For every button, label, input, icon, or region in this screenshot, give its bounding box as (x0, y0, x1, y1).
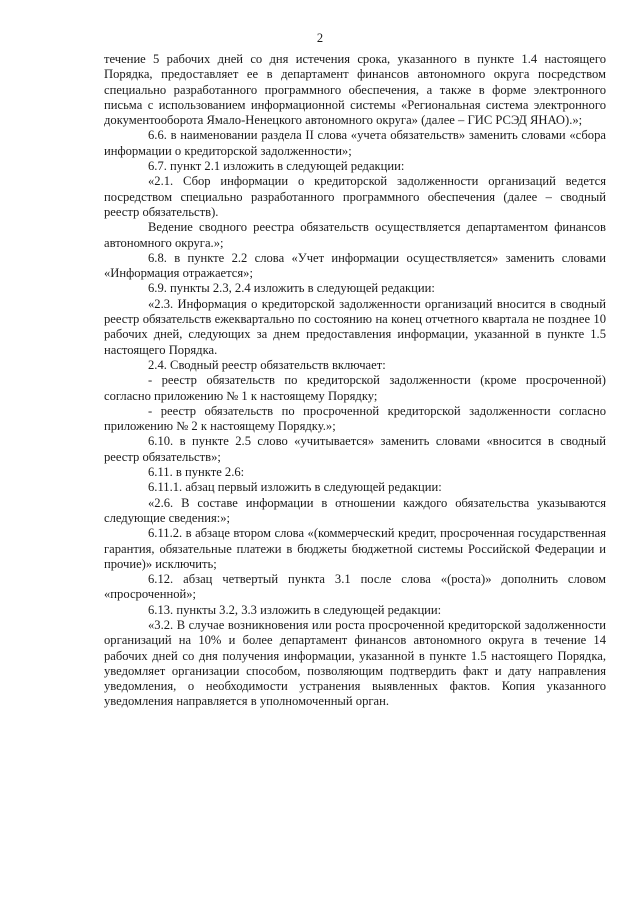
paragraph-quote-2-6: «2.6. В составе информации в отношении каждого обязательства указываются следующие сведения:»; (104, 495, 606, 525)
document-body (104, 52, 606, 710)
paragraph-quote-2-4: 2.4. Сводный реестр обязательств включает: (148, 357, 386, 372)
paragraph-list-item-2: - реестр обязательств по просроченной кредиторской задолженности согласно приложению № 2 к настоящему Порядку.»; (104, 403, 606, 434)
page-number: 2 (316, 31, 324, 45)
paragraph-item-6-9: 6.9. пункты 2.3, 2.4 изложить в следующей редакции: (148, 281, 435, 296)
paragraph-item-6-6: 6.6. в наименовании раздела II слова «учета обязательств» заменить словами «сбора информации о кредиторской задолженности»; (104, 128, 606, 158)
paragraph-item-6-11-1: 6.11.1. абзац первый изложить в следующей редакции: (148, 480, 442, 495)
paragraph-quote-2-1: «2.1. Сбор информации о кредиторской задолженности организаций ведется посредством специально разработанного программного обеспечения (далее – сводный реестр обязательств). (104, 174, 606, 219)
paragraph-list-item-1: - реестр обязательств по кредиторской задолженности (кроме просроченной) согласно приложению № 1 к настоящему Порядку; (104, 373, 606, 403)
paragraph-item-6-11: 6.11. в пункте 2.6: (148, 465, 245, 480)
paragraph-continuation: течение 5 рабочих дней со дня истечения срока, указанного в пункте 1.4 настоящего Порядка, предоставляет ее в департамент финансов автономного округа посредством специально разработанного программного обеспечения, а также в форме электронного письма с использованием информационной системы «Региональная система электронного документооборота Ямало-Ненецкого автономного округа» (далее – ГИС РСЭД ЯНАО).»; (104, 52, 606, 128)
paragraph-item-6-8: 6.8. в пункте 2.2 слова «Учет информации осуществляется» заменить словами «Информация отражается»; (104, 250, 606, 281)
paragraph-quote-2-3: «2.3. Информация о кредиторской задолженности организаций вносится в сводный реестр обязательств ежеквартально по состоянию на конец отчетного квартала не позднее 10 рабочих дней, следующих за днем предоставления информации, указанной в пункте 1.5 настоящего Порядка. (104, 296, 606, 357)
paragraph-quote-3-2: «3.2. В случае возникновения или роста просроченной кредиторской задолженности организаций на 10% и более департамент финансов автономного округа в течение 14 рабочих дней со дня получения информации, указанной в пункте 1.5 настоящего Порядка, уведомляет организации способом, позволяющим подтвердить факт и дату направления уведомления, о необходимости устранения выявленных фактов. Копия указанного уведомления направляется в уполномоченный орган. (104, 617, 606, 709)
paragraph-item-6-7: 6.7. пункт 2.1 изложить в следующей редакции: (148, 159, 405, 174)
paragraph-item-6-12: 6.12. абзац четвертый пункта 3.1 после слова «(роста)» дополнить словом «просроченной»; (104, 572, 606, 602)
paragraph-item-6-11-2: 6.11.2. в абзаце втором слова «(коммерческий кредит, просроченная государственная гарантия, обязательные платежи в бюджеты бюджетной системы Российской Федерации и прочие)» исключить; (104, 526, 606, 571)
paragraph-register-maintenance: Ведение сводного реестра обязательств осуществляется департаментом финансов автономного округа.»; (104, 220, 606, 250)
paragraph-item-6-10: 6.10. в пункте 2.5 слово «учитывается» заменить словами «вносится в сводный реестр обязательств»; (104, 434, 606, 464)
paragraph-item-6-13: 6.13. пункты 3.2, 3.3 изложить в следующей редакции: (148, 602, 442, 617)
